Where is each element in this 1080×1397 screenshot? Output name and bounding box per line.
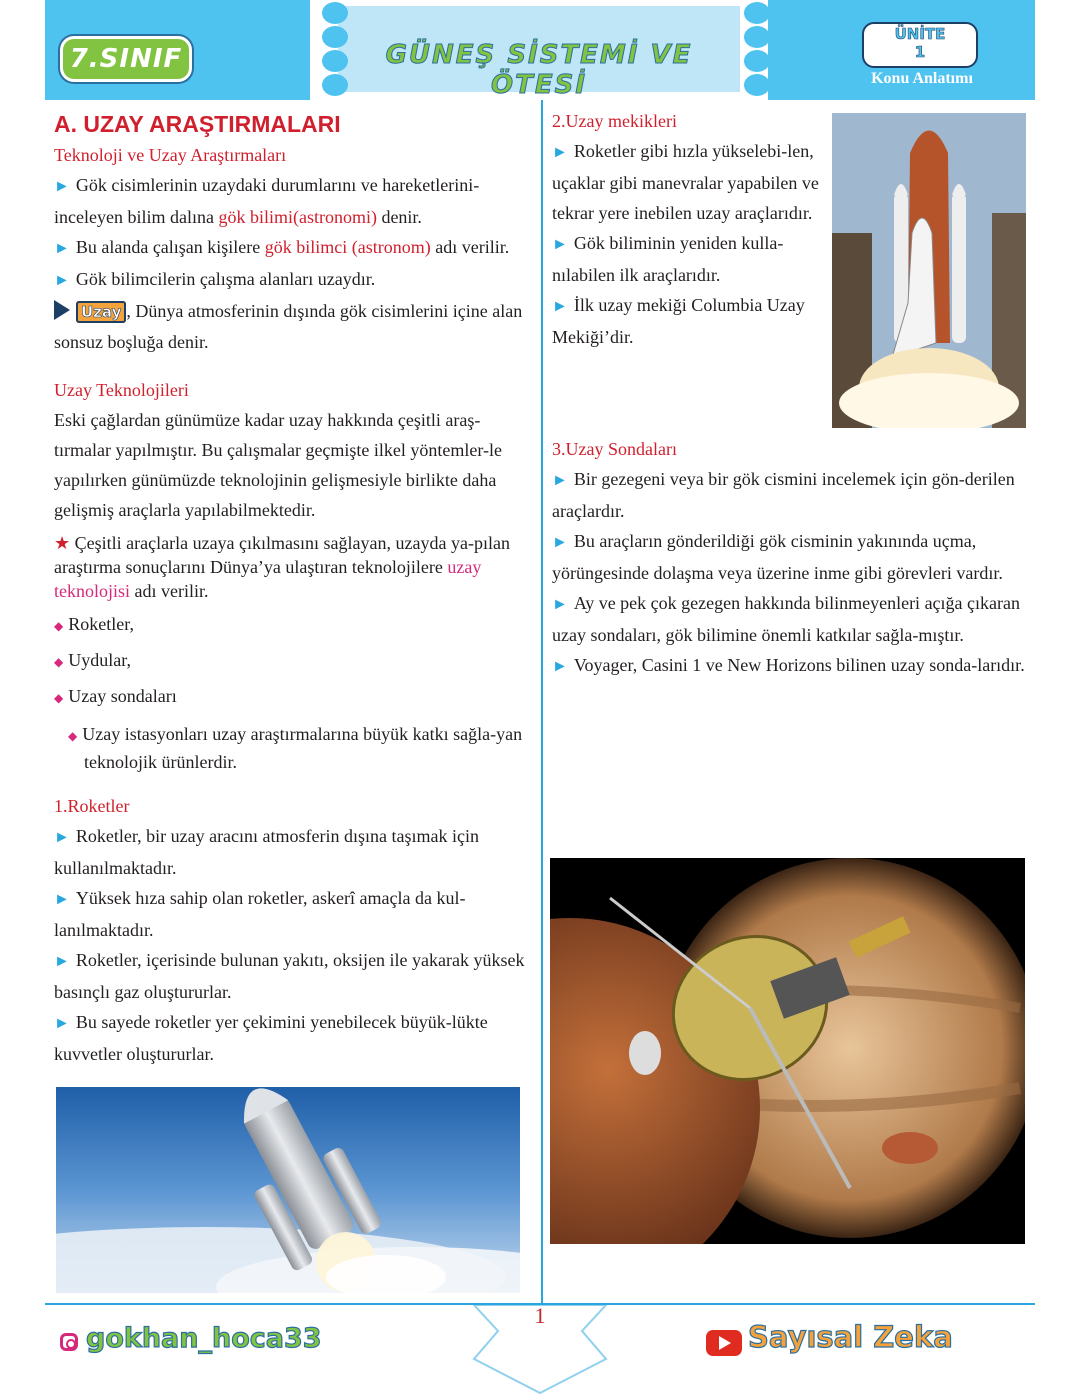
triangle-bullet-icon: ► xyxy=(54,272,70,289)
paragraph xyxy=(54,821,532,883)
highlight-term: gök bilimi(astronomi) xyxy=(218,207,377,227)
text: Uzay sondaları xyxy=(68,686,177,706)
youtube-channel: Sayısal Zeka xyxy=(748,1320,953,1354)
section-heading: A. UZAY ARAŞTIRMALARI xyxy=(54,111,341,137)
paragraph: Eski çağlardan günümüze kadar uzay hakkında çeşitli araş-tırmalar yapılmıştır. Bu çalışmalar geçmişte ilkel yöntemler-le yapılırken günümüzde teknolojinin gelişmesiyle birlikte daha gelişmiş araçlarla yapılabilmektedir. xyxy=(54,410,503,520)
paragraph xyxy=(552,464,1030,526)
triangle-bullet-icon: ► xyxy=(552,658,568,675)
diamond-bullet-icon: ◆ xyxy=(54,655,64,669)
text: Çeşitli araçlarla uzaya çıkılmasını sağlayan, uzayda ya-pılan araştırma sonuçlarını Dünya’ya ulaştıran teknolojilere xyxy=(54,533,510,577)
subheading-rockets: 1.Roketler xyxy=(54,796,130,816)
diamond-bullet-icon: ◆ xyxy=(54,691,64,705)
paragraph xyxy=(54,296,532,357)
scallop-left xyxy=(322,2,348,24)
paragraph xyxy=(54,1007,532,1069)
paragraph xyxy=(552,290,822,352)
triangle-bullet-icon: ► xyxy=(552,596,568,613)
highlight-term: uzay teknolojisi xyxy=(54,557,482,601)
text: Bu alanda çalışan kişilere xyxy=(75,237,265,257)
list-item xyxy=(54,643,532,679)
unit-label: ÜNİTE xyxy=(894,25,946,43)
text: Uzay istasyonları uzay araştırmalarına büyük katkı sağla-yan teknolojik ürünlerdir. xyxy=(82,724,523,772)
list-item xyxy=(54,721,532,775)
list-item xyxy=(54,679,532,715)
rocket-illustration xyxy=(56,1087,520,1293)
text: İlk uzay mekiği Columbia Uzay Mekiği’dir. xyxy=(552,295,805,347)
diamond-bullet-icon: ◆ xyxy=(68,729,78,743)
triangle-bullet-icon: ► xyxy=(54,891,70,908)
text: Gök bilimcilerin çalışma alanları uzaydır. xyxy=(75,269,376,289)
paragraph xyxy=(54,264,532,296)
uzay-tag: Uzay xyxy=(76,301,126,323)
instagram-handle: gokhan_hoca33 xyxy=(86,1323,322,1354)
paragraph xyxy=(54,883,532,945)
highlight-term: gök bilimci (astronom) xyxy=(264,237,431,257)
subheading-probes: 3.Uzay Sondaları xyxy=(552,439,677,459)
text: , Dünya atmosferinin dışında gök cisimlerini içine alan sonsuz boşluğa denir. xyxy=(54,301,523,352)
paragraph xyxy=(54,531,532,603)
text: Yüksek hıza sahip olan roketler, askerî amaçla da kul-lanılmaktadır. xyxy=(54,888,466,940)
play-arrow-icon xyxy=(54,300,70,320)
header-subtitle: Konu Anlatımı xyxy=(871,70,973,87)
subheading-space-tech: Uzay Teknolojileri xyxy=(54,380,189,400)
space-probe-image xyxy=(550,858,1025,1244)
diamond-bullet-icon: ◆ xyxy=(54,619,64,633)
paragraph xyxy=(54,945,532,1007)
scallop-right xyxy=(744,2,770,24)
scallop-right xyxy=(744,26,770,48)
text: Uydular, xyxy=(68,650,131,670)
youtube-icon xyxy=(706,1330,742,1356)
triangle-bullet-icon: ► xyxy=(552,534,568,551)
text: Roketler, içerisinde bulunan yakıtı, oksijen ile yakarak yüksek basınçlı gaz oluştururlar. xyxy=(54,950,525,1002)
subheading-technology: Teknoloji ve Uzay Araştırmaları xyxy=(54,145,287,165)
triangle-bullet-icon: ► xyxy=(54,1015,70,1032)
star-icon: ★ xyxy=(54,533,71,553)
triangle-bullet-icon: ► xyxy=(54,178,70,195)
paragraph xyxy=(552,650,1030,682)
subheading-shuttles: 2.Uzay mekikleri xyxy=(552,111,677,131)
text: Roketler, bir uzay aracını atmosferin dışına taşımak için kullanılmaktadır. xyxy=(54,826,479,878)
space-shuttle-illustration xyxy=(832,113,1026,428)
triangle-bullet-icon: ► xyxy=(552,236,568,253)
scallop-right xyxy=(744,74,770,96)
paragraph xyxy=(552,526,1030,588)
triangle-bullet-icon: ► xyxy=(54,953,70,970)
text: Bir gezegeni veya bir gök cismini incelemek için gön-derilen araçlardır. xyxy=(552,469,1015,521)
text: Ay ve pek çok gezegen hakkında bilinmeyenleri açığa çıkaran uzay sondaları, gök bilimine önemli katkılar sağla-mıştır. xyxy=(552,593,1020,645)
class-badge: 7.SINIF xyxy=(60,36,192,82)
text: Roketler gibi hızla yükselebi-len, uçaklar gibi manevralar yapabilen ve tekrar yere inebilen uzay araçlarıdır. xyxy=(552,141,819,223)
paragraph xyxy=(54,170,532,232)
unit-badge xyxy=(862,22,978,68)
space-probe-illustration xyxy=(550,858,1025,1244)
paragraph xyxy=(552,228,822,290)
text: Roketler, xyxy=(68,614,134,634)
text: Gök biliminin yeniden kulla-nılabilen ilk araçlarıdır. xyxy=(552,233,784,285)
rocket-image xyxy=(56,1087,520,1293)
triangle-bullet-icon: ► xyxy=(552,472,568,489)
text: Gök cisimlerinin uzaydaki durumlarını ve hareketlerini-inceleyen bilim dalına xyxy=(54,175,480,227)
left-column xyxy=(54,108,532,1069)
paragraph xyxy=(54,232,532,264)
paragraph xyxy=(552,588,1030,650)
text: adı verilir. xyxy=(130,581,209,601)
triangle-bullet-icon: ► xyxy=(54,829,70,846)
triangle-bullet-icon: ► xyxy=(54,240,70,257)
text: denir. xyxy=(376,207,422,227)
text: adı verilir. xyxy=(430,237,510,257)
unit-number: 1 xyxy=(914,43,926,61)
page-number: 1 xyxy=(534,1303,546,1328)
triangle-bullet-icon: ► xyxy=(552,144,568,161)
instagram-icon xyxy=(60,1333,78,1351)
space-shuttle-image xyxy=(832,113,1026,428)
triangle-bullet-icon: ► xyxy=(552,298,568,315)
text: Bu sayede roketler yer çekimini yenebilecek büyük-lükte kuvvetler oluştururlar. xyxy=(54,1012,488,1064)
scallop-right xyxy=(744,50,770,72)
text: Voyager, Casini 1 ve New Horizons bilinen uzay sonda-larıdır. xyxy=(573,655,1025,675)
page-title: GÜNEŞ SİSTEMİ VE ÖTESİ xyxy=(385,40,693,100)
text: Bu araçların gönderildiği gök cisminin yakınında uçma, yörüngesinde dolaşma veya üzerine inme gibi görevleri vardır. xyxy=(552,531,1003,583)
paragraph xyxy=(552,136,822,228)
column-divider xyxy=(541,100,543,1305)
list-item xyxy=(54,607,532,643)
